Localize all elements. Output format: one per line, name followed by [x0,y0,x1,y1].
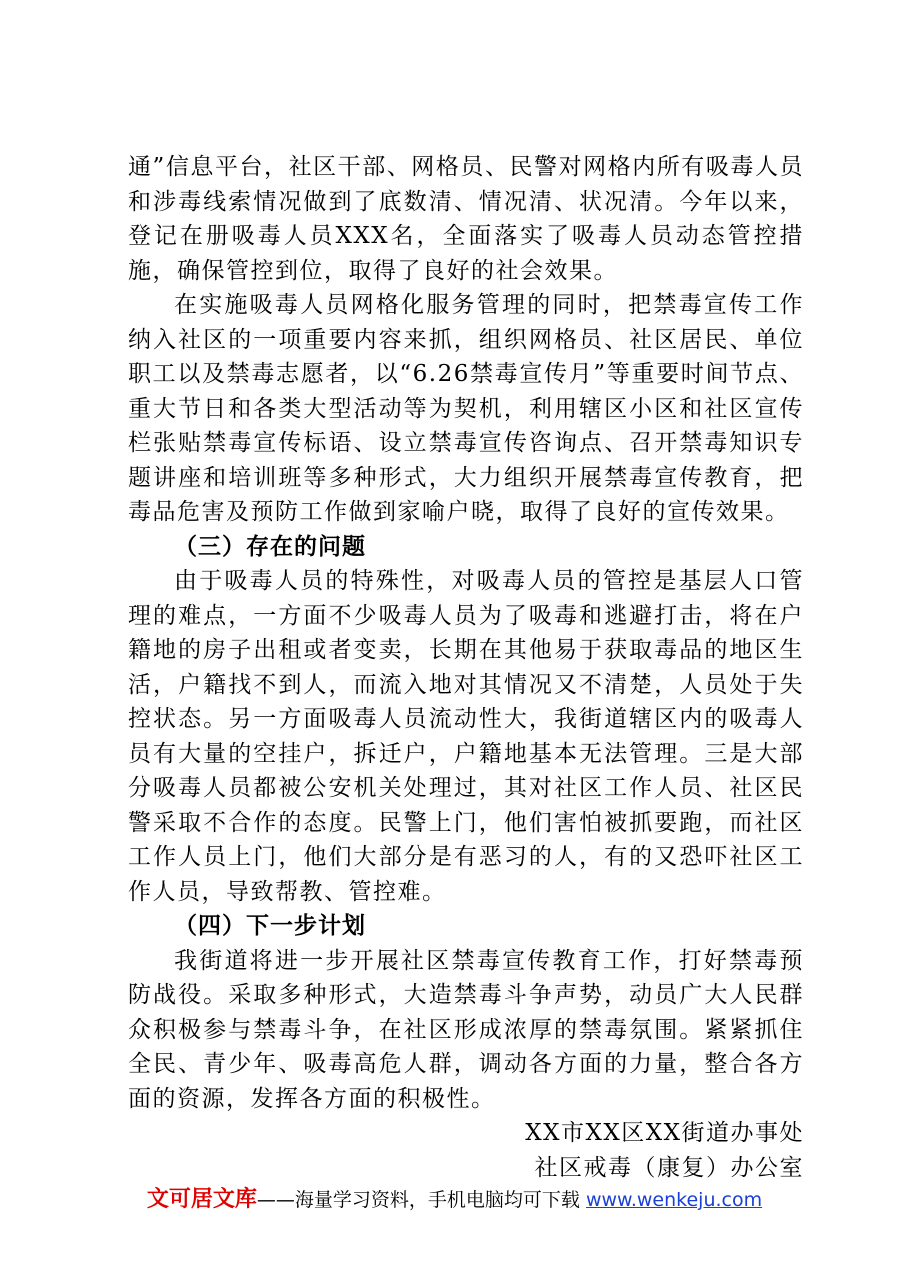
footer-description: ——海量学习资料，手机电脑均可下载 [256,1189,580,1211]
footer-banner [0,1182,909,1213]
footer-brand: 文可居文库 [146,1187,257,1212]
paragraph-problems: 由于吸毒人员的特殊性，对吸毒人员的管控是基层人口管理的难点，一方面不少吸毒人员为了吸毒和逃避打击，将在户籍地的房子出租或者变卖，长期在其他易于获取毒品的地区生活，户籍找不到人，而流入地对其情况又不清楚，人员处于失控状态。另一方面吸毒人员流动性大，我街道辖区内的吸毒人员有大量的空挂户，拆迁户，户籍地基本无法管理。三是大部分吸毒人员都被公安机关处理过，其对社区工作人员、社区民警采取不合作的态度。民警上门，他们害怕被抓要跑，而社区工作人员上门，他们大部分是有恶习的人，有的又恐吓社区工作人员，导致帮教、管控难。 [128,568,804,905]
paragraph-next-plan: 我街道将进一步开展社区禁毒宣传教育工作，打好禁毒预防战役。采取多种形式，大造禁毒斗争声势，动员广大人民群众积极参与禁毒斗争，在社区形成浓厚的禁毒氛围。紧紧抓住全民、青少年、吸毒高危人群，调动各方面的力量，整合各方面的资源，发挥各方面的积极性。 [128,947,804,1112]
document-body [128,150,804,1185]
paragraph-publicity: 在实施吸毒人员网格化服务管理的同时，把禁毒宣传工作纳入社区的一项重要内容来抓，组织网格员、社区居民、单位职工以及禁毒志愿者，以“6.26禁毒宣传月”等重要时间节点、重大节日和各类大型活动等为契机，利用辖区小区和社区宣传栏张贴禁毒宣传标语、设立禁毒宣传咨询点、召开禁毒知识专题讲座和培训班等多种形式，大力组织开展禁毒宣传教育，把毒品危害及预防工作做到家喻户晓，取得了良好的宣传效果。 [128,292,804,525]
section-heading-problems: （三）存在的问题 [174,533,366,560]
signature-department: 社区戒毒（康复）办公室 [534,1154,804,1181]
section-heading-next-plan: （四）下一步计划 [174,913,366,939]
signature-office: XX市XX区XX街道办事处 [525,1120,804,1146]
paragraph-platform: 通”信息平台，社区干部、网格员、民警对网格内所有吸毒人员和涉毒线索情况做到了底数清、情况清、状况清。今年以来，登记在册吸毒人员XXX名，全面落实了吸毒人员动态管控措施，确保管控到位，取得了良好的社会效果。 [128,154,804,284]
footer-website-link[interactable]: www.wenkeju.com [585,1189,763,1211]
